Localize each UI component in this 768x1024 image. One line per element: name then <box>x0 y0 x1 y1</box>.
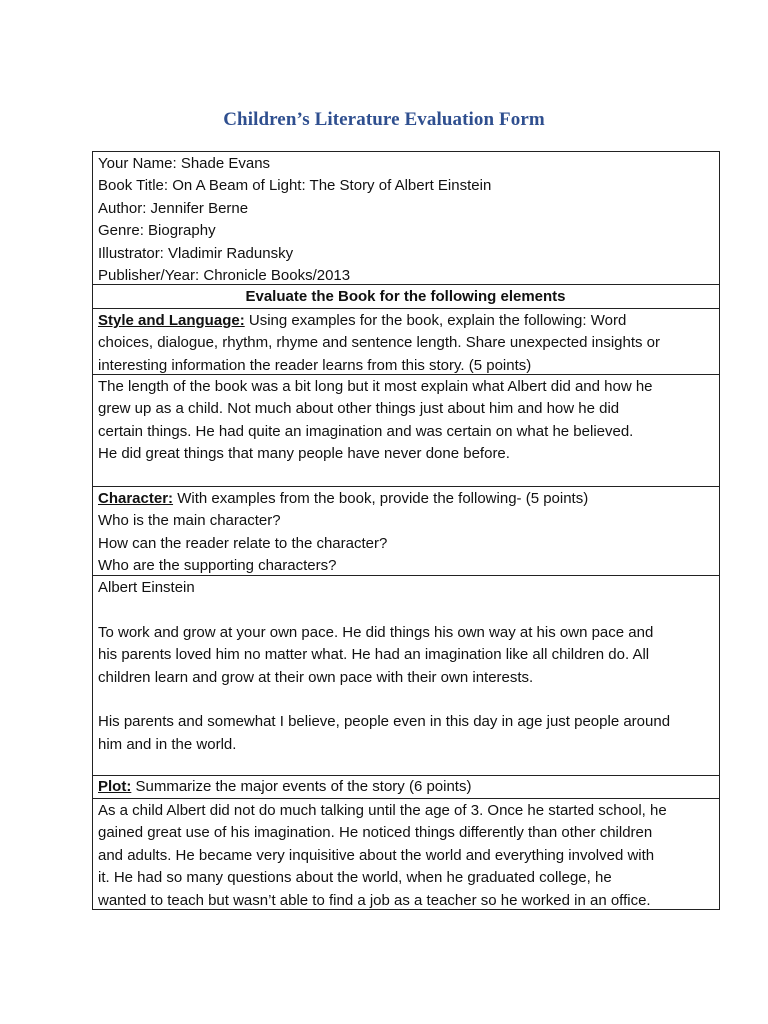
plot-answer-line: wanted to teach but wasn’t able to find a job as a teacher so he worked in an office. <box>98 891 651 909</box>
plot-answer-line: and adults. He became very inquisitive about the world and everything involved with <box>98 846 655 864</box>
character-answer-line: His parents and somewhat I believe, people even in this day in age just people around <box>98 713 671 731</box>
evaluate-heading: Evaluate the Book for the following elements <box>93 285 719 309</box>
style-label: Style and Language: <box>98 312 245 329</box>
form-title: Children’s Literature Evaluation Form <box>223 109 545 130</box>
style-answer-line: grew up as a child. Not much about other things just about him and how he did <box>98 400 620 418</box>
name-line <box>98 153 713 175</box>
blank-line <box>98 599 713 621</box>
publisher-value: Chronicle Books/2013 <box>203 267 351 285</box>
style-prompt-line-1 <box>98 310 713 332</box>
character-prompt-line-1 <box>98 488 713 510</box>
plot-answer-line: gained great use of his imagination. He noticed things differently than other children <box>98 824 653 842</box>
author-label: Author: <box>98 199 147 217</box>
plot-prompt-cell <box>93 776 719 799</box>
publisher-line <box>98 265 713 285</box>
style-answer-line: certain things. He had quite an imagination and was certain on what he believed. <box>98 422 634 440</box>
plot-prompt-line <box>98 777 713 797</box>
illustrator-line <box>98 243 713 265</box>
plot-prompt-text: Summarize the major events of the story (6 points) <box>135 778 472 795</box>
illustrator-label: Illustrator: <box>98 244 164 262</box>
style-answer-cell[interactable] <box>93 375 719 487</box>
character-prompt-line-4: Who are the supporting characters? <box>98 557 337 575</box>
book-title-value: On A Beam of Light: The Story of Albert Einstein <box>172 177 492 195</box>
book-title-line <box>98 175 713 197</box>
character-prompt-line-2: Who is the main character? <box>98 512 281 530</box>
character-label: Character: <box>98 490 174 507</box>
character-answer-line: To work and grow at your own pace. He did things his own way at his own pace and <box>98 623 654 641</box>
character-answer-line: his parents loved him no matter what. He had an imagination like all children do. All <box>98 646 650 664</box>
style-prompt-cell <box>93 309 719 375</box>
style-prompt-line-3: interesting information the reader learns from this story. (5 points) <box>98 356 532 374</box>
character-answer-cell[interactable] <box>93 576 719 776</box>
character-prompt-line-3: How can the reader relate to the character? <box>98 534 388 552</box>
plot-answer-cell[interactable] <box>93 799 719 910</box>
blank-line <box>98 689 713 711</box>
evaluation-table <box>92 151 720 910</box>
style-answer-line: He did great things that many people have never done before. <box>98 445 510 463</box>
plot-answer-line: it. He had so many questions about the world, when he graduated college, he <box>98 869 612 887</box>
author-value: Jennifer Berne <box>150 199 249 217</box>
publisher-label: Publisher/Year: <box>98 267 200 285</box>
genre-value: Biography <box>148 222 216 240</box>
style-answer-line: The length of the book was a bit long but it most explain what Albert did and how he <box>98 378 653 395</box>
plot-label: Plot: <box>98 778 132 795</box>
book-title-label: Book Title: <box>98 177 169 195</box>
author-line <box>98 198 713 220</box>
character-answer-line: children learn and grow at their own pace with their own interests. <box>98 668 534 686</box>
name-value: Shade Evans <box>180 155 271 172</box>
character-answer-line: Albert Einstein <box>98 579 195 596</box>
genre-line <box>98 220 713 242</box>
style-prompt-text-1: Using examples for the book, explain the following: Word <box>248 312 627 329</box>
character-prompt-text-1: With examples from the book, provide the following- (5 points) <box>177 490 589 507</box>
character-answer-line: him and in the world. <box>98 735 237 753</box>
character-prompt-cell <box>93 487 719 576</box>
book-info-cell <box>93 152 719 285</box>
name-label: Your Name: <box>98 155 177 172</box>
illustrator-value: Vladimir Radunsky <box>168 244 294 262</box>
style-prompt-line-2: choices, dialogue, rhythm, rhyme and sentence length. Share unexpected insights or <box>98 334 661 352</box>
plot-answer-line: As a child Albert did not do much talking until the age of 3. Once he started school, he <box>98 802 667 819</box>
genre-label: Genre: <box>98 222 144 240</box>
